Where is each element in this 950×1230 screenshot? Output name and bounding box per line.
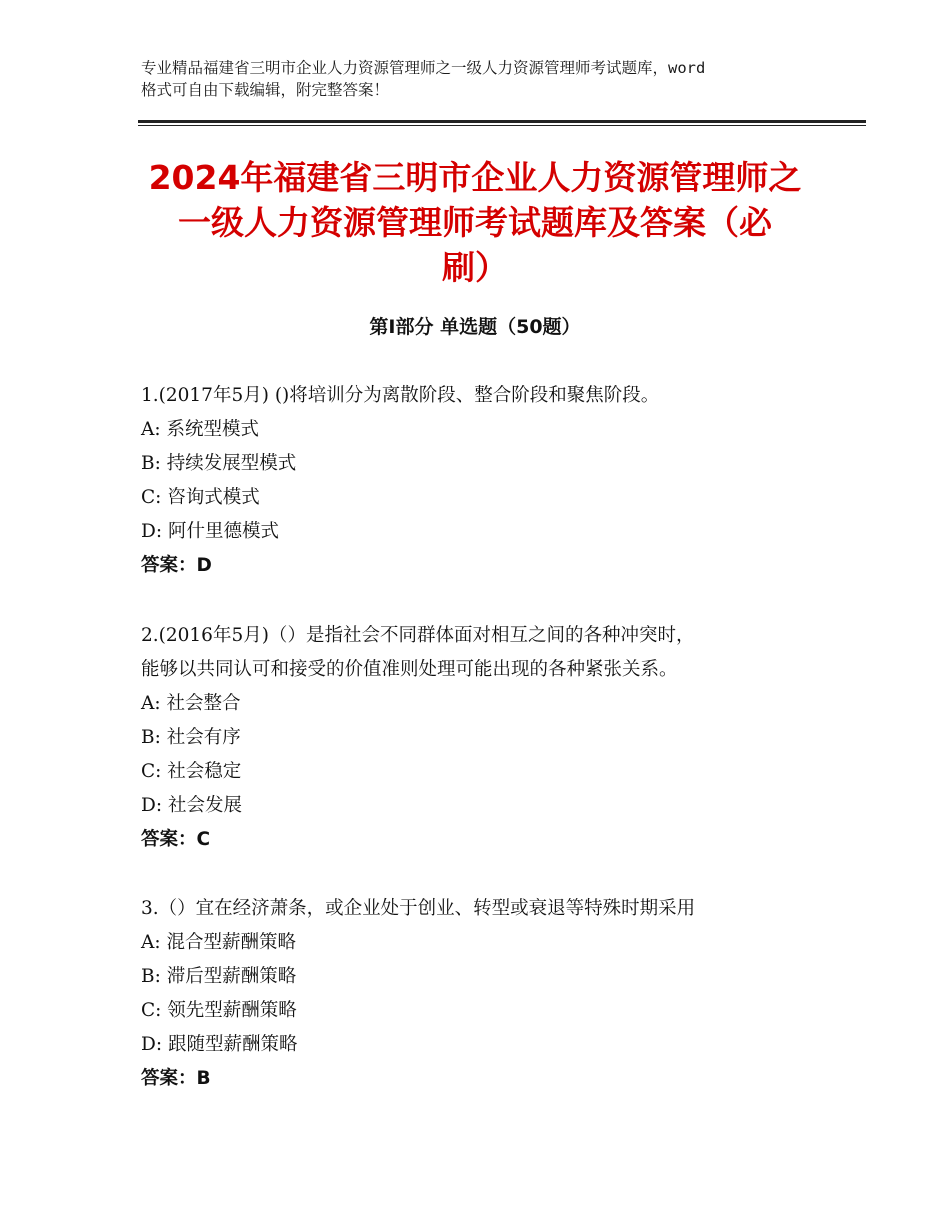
option-c: C: 咨询式模式 <box>141 487 260 508</box>
question-3 <box>141 892 831 1096</box>
document-title-line-2: 一级人力资源管理师考试题库及答案（必 <box>178 203 772 242</box>
section-heading: 第Ⅰ部分 单选题（50题） <box>369 316 581 338</box>
document-title-line-1: 2024年福建省三明市企业人力资源管理师之 <box>148 158 802 197</box>
question-2 <box>141 619 831 857</box>
option-b: B: 社会有序 <box>141 727 241 748</box>
question-stem-continued: 能够以共同认可和接受的价值准则处理可能出现的各种紧张关系。 <box>141 659 678 680</box>
header-note-line-1: 专业精品福建省三明市企业人力资源管理师之一级人力资源管理师考试题库，word <box>141 59 706 77</box>
answer: 答案：D <box>141 555 212 576</box>
option-d: D: 阿什里德模式 <box>141 521 279 542</box>
question-stem: 1.(2017年5月) ()将培训分为离散阶段、整合阶段和聚焦阶段。 <box>141 385 660 406</box>
header-divider-thick <box>138 120 866 123</box>
option-a: A: 社会整合 <box>141 693 241 714</box>
question-1 <box>141 379 831 583</box>
document-title <box>120 155 830 290</box>
header-note <box>141 57 831 101</box>
question-stem: 2.(2016年5月)（）是指社会不同群体面对相互之间的各种冲突时， <box>141 625 695 646</box>
option-a: A: 混合型薪酬策略 <box>141 932 296 953</box>
answer: 答案：B <box>141 1068 211 1089</box>
question-stem: 3.（）宜在经济萧条，或企业处于创业、转型或衰退等特殊时期采用 <box>141 898 696 919</box>
answer: 答案：C <box>141 829 211 850</box>
option-c: C: 领先型薪酬策略 <box>141 1000 297 1021</box>
option-b: B: 持续发展型模式 <box>141 453 297 474</box>
document-title-line-3: 刷） <box>442 248 508 287</box>
option-d: D: 社会发展 <box>141 795 242 816</box>
option-b: B: 滞后型薪酬策略 <box>141 966 297 987</box>
option-c: C: 社会稳定 <box>141 761 242 782</box>
option-a: A: 系统型模式 <box>141 419 259 440</box>
header-divider-thin <box>138 125 866 126</box>
option-d: D: 跟随型薪酬策略 <box>141 1034 298 1055</box>
header-note-line-2: 格式可自由下载编辑，附完整答案！ <box>141 81 390 99</box>
